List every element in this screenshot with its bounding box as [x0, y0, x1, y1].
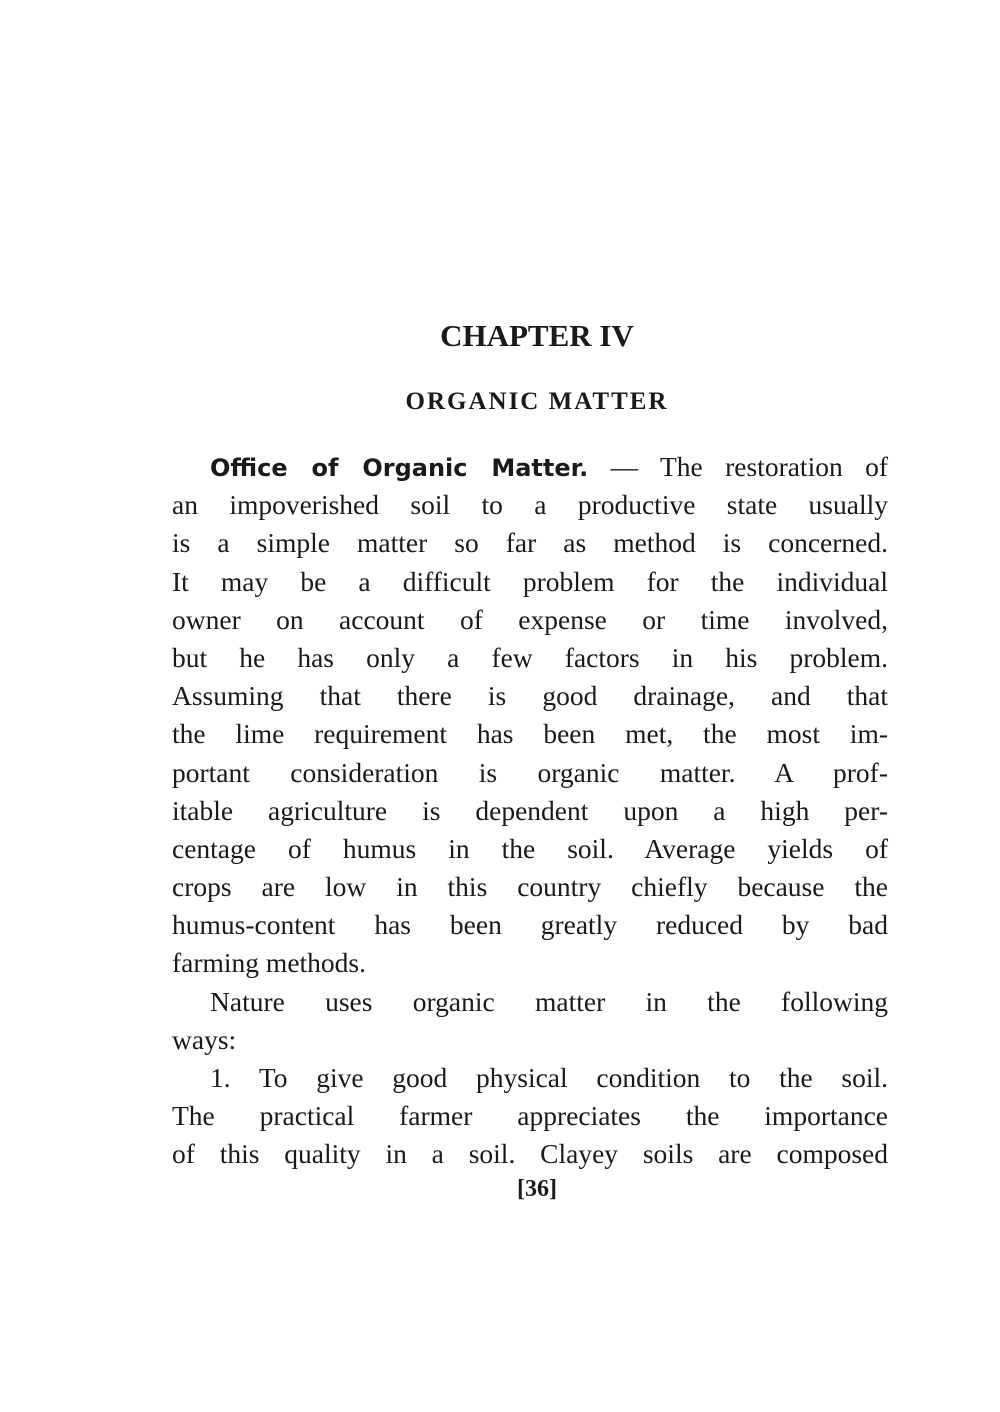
text-line: of this quality in a soil. Clayey soils are composed [172, 1138, 888, 1170]
text-span: — The restoration of [610, 451, 889, 482]
text-line: Nature uses organic matter in the following [210, 985, 888, 1017]
text-line: ways: [172, 1023, 237, 1055]
text-line: but he has only a few factors in his problem. [172, 641, 888, 673]
text-line: It may be a difficult problem for the individual [172, 565, 888, 597]
page-number: [36] [517, 1176, 557, 1202]
text-line: centage of humus in the soil. Average yields of [172, 832, 888, 864]
text-line: the lime requirement has been met, the most im- [172, 718, 888, 750]
text-line: portant consideration is organic matter. A prof- [172, 756, 888, 788]
text-line: is a simple matter so far as method is concerned. [172, 527, 888, 559]
chapter-number: CHAPTER IV [440, 318, 634, 353]
text-line: farming methods. [172, 947, 366, 979]
body-text [172, 448, 888, 1174]
text-line: Assuming that there is good drainage, and that [172, 680, 888, 712]
chapter-title: ORGANIC MATTER [405, 388, 669, 415]
text-line: humus-content has been greatly reduced by bad [172, 909, 888, 941]
text-line [172, 448, 888, 486]
text-line: an impoverished soil to a productive state usually [172, 489, 888, 521]
text-line: itable agriculture is dependent upon a high per- [172, 794, 888, 826]
text-line: owner on account of expense or time involved, [172, 603, 888, 635]
text-line: crops are low in this country chiefly because the [172, 871, 888, 903]
text-line: 1. To give good physical condition to the soil. [210, 1062, 888, 1093]
section-heading: Office of Organic Matter. [210, 454, 589, 482]
text-line: The practical farmer appreciates the importance [172, 1100, 888, 1132]
